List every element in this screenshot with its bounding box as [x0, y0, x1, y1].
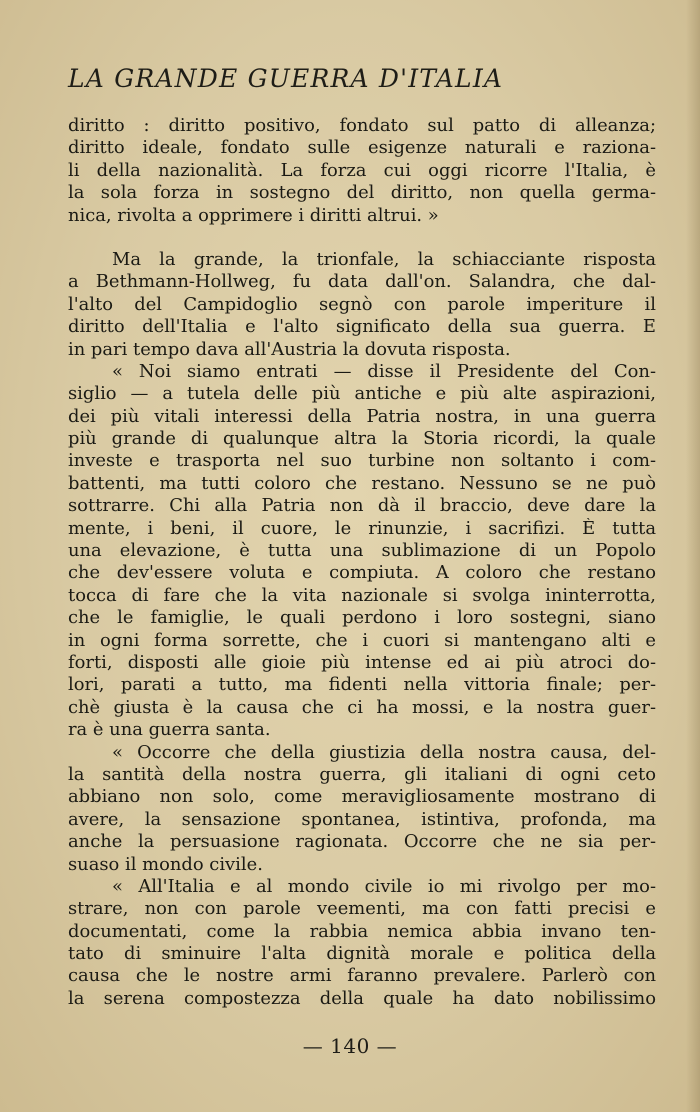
text-line: forti, disposti alle gioie più intense ed ai più atroci do- — [68, 651, 656, 673]
text-line: in pari tempo dava all'Austria la dovuta risposta. — [68, 338, 511, 360]
page-number: — 140 — — [302, 1034, 398, 1058]
text-line: la santità della nostra guerra, gli italiani di ogni ceto — [68, 763, 656, 785]
text-line: suaso il mondo civile. — [68, 853, 263, 875]
text-line: che dev'essere voluta e compiuta. A coloro che restano — [68, 562, 656, 584]
text-line: abbiano non solo, come meravigliosamente mostrano di — [68, 786, 656, 808]
text-line: strare, non con parole veementi, ma con fatti precisi e — [68, 898, 656, 920]
page-edge-shadow — [686, 0, 700, 1112]
body-text — [68, 115, 656, 1010]
text-line: diritto : diritto positivo, fondato sul patto di alleanza; — [68, 115, 656, 136]
text-line: siglio — a tutela delle più antiche e più alte aspirazioni, — [68, 383, 656, 405]
text-line: in ogni forma sorrette, che i cuori si mantengano alti e — [68, 629, 656, 651]
text-line: mente, i beni, il cuore, le rinunzie, i sacrifizi. È tutta — [68, 517, 656, 539]
text-line: tocca di fare che la vita nazionale si svolga ininterrotta, — [68, 584, 656, 606]
text-line: più grande di qualunque altra la Storia ricordi, la quale — [68, 428, 656, 450]
text-line: diritto ideale, fondato sulle esigenze naturali e raziona- — [68, 137, 656, 159]
text-line: la sola forza in sostegno del diritto, non quella germa- — [68, 182, 656, 204]
running-head: LA GRANDE GUERRA D'ITALIA — [68, 64, 504, 93]
text-line: una elevazione, è tutta una sublimazione di un Popolo — [68, 540, 656, 562]
text-line: anche la persuasione ragionata. Occorre che ne sia per- — [68, 831, 656, 853]
text-line: ra è una guerra santa. — [68, 719, 271, 741]
text-line: « All'Italia e al mondo civile io mi rivolgo per mo- — [112, 875, 656, 897]
text-line: investe e trasporta nel suo turbine non soltanto i com- — [68, 450, 656, 472]
paragraph-gap — [68, 227, 656, 249]
text-line: Ma la grande, la trionfale, la schiacciante risposta — [112, 248, 656, 270]
text-line: causa che le nostre armi faranno prevalere. Parlerò con — [68, 965, 656, 987]
text-line: sottrarre. Chi alla Patria non dà il braccio, deve dare la — [68, 495, 656, 517]
text-line: tato di sminuire l'alta dignità morale e politica della — [68, 943, 656, 965]
text-line: li della nazionalità. La forza cui oggi ricorre l'Italia, è — [68, 159, 656, 181]
text-line: lori, parati a tutto, ma fidenti nella vittoria finale; per- — [68, 674, 656, 696]
text-line: documentati, come la rabbia nemica abbia invano ten- — [68, 920, 656, 942]
text-line: chè giusta è la causa che ci ha mossi, e la nostra guer- — [68, 696, 656, 718]
text-line: avere, la sensazione spontanea, istintiva, profonda, ma — [68, 808, 656, 830]
text-line: diritto dell'Italia e l'alto significato della sua guerra. E — [68, 316, 656, 338]
text-line: a Bethmann-Hollweg, fu data dall'on. Salandra, che dal- — [68, 271, 656, 293]
text-line: dei più vitali interessi della Patria nostra, in una guerra — [68, 405, 656, 427]
text-line: « Noi siamo entrati — disse il Presidente del Con- — [112, 360, 656, 382]
text-line: « Occorre che della giustizia della nostra causa, del- — [112, 741, 656, 763]
text-line: nica, rivolta a opprimere i diritti altrui. » — [68, 204, 439, 226]
text-line: l'alto del Campidoglio segnò con parole imperiture il — [68, 293, 656, 315]
text-line: la serena compostezza della quale ha dato nobilissimo — [68, 987, 656, 1009]
text-line: battenti, ma tutti coloro che restano. Nessuno se ne può — [68, 472, 656, 494]
text-line: che le famiglie, le quali perdono i loro sostegni, siano — [68, 607, 656, 629]
